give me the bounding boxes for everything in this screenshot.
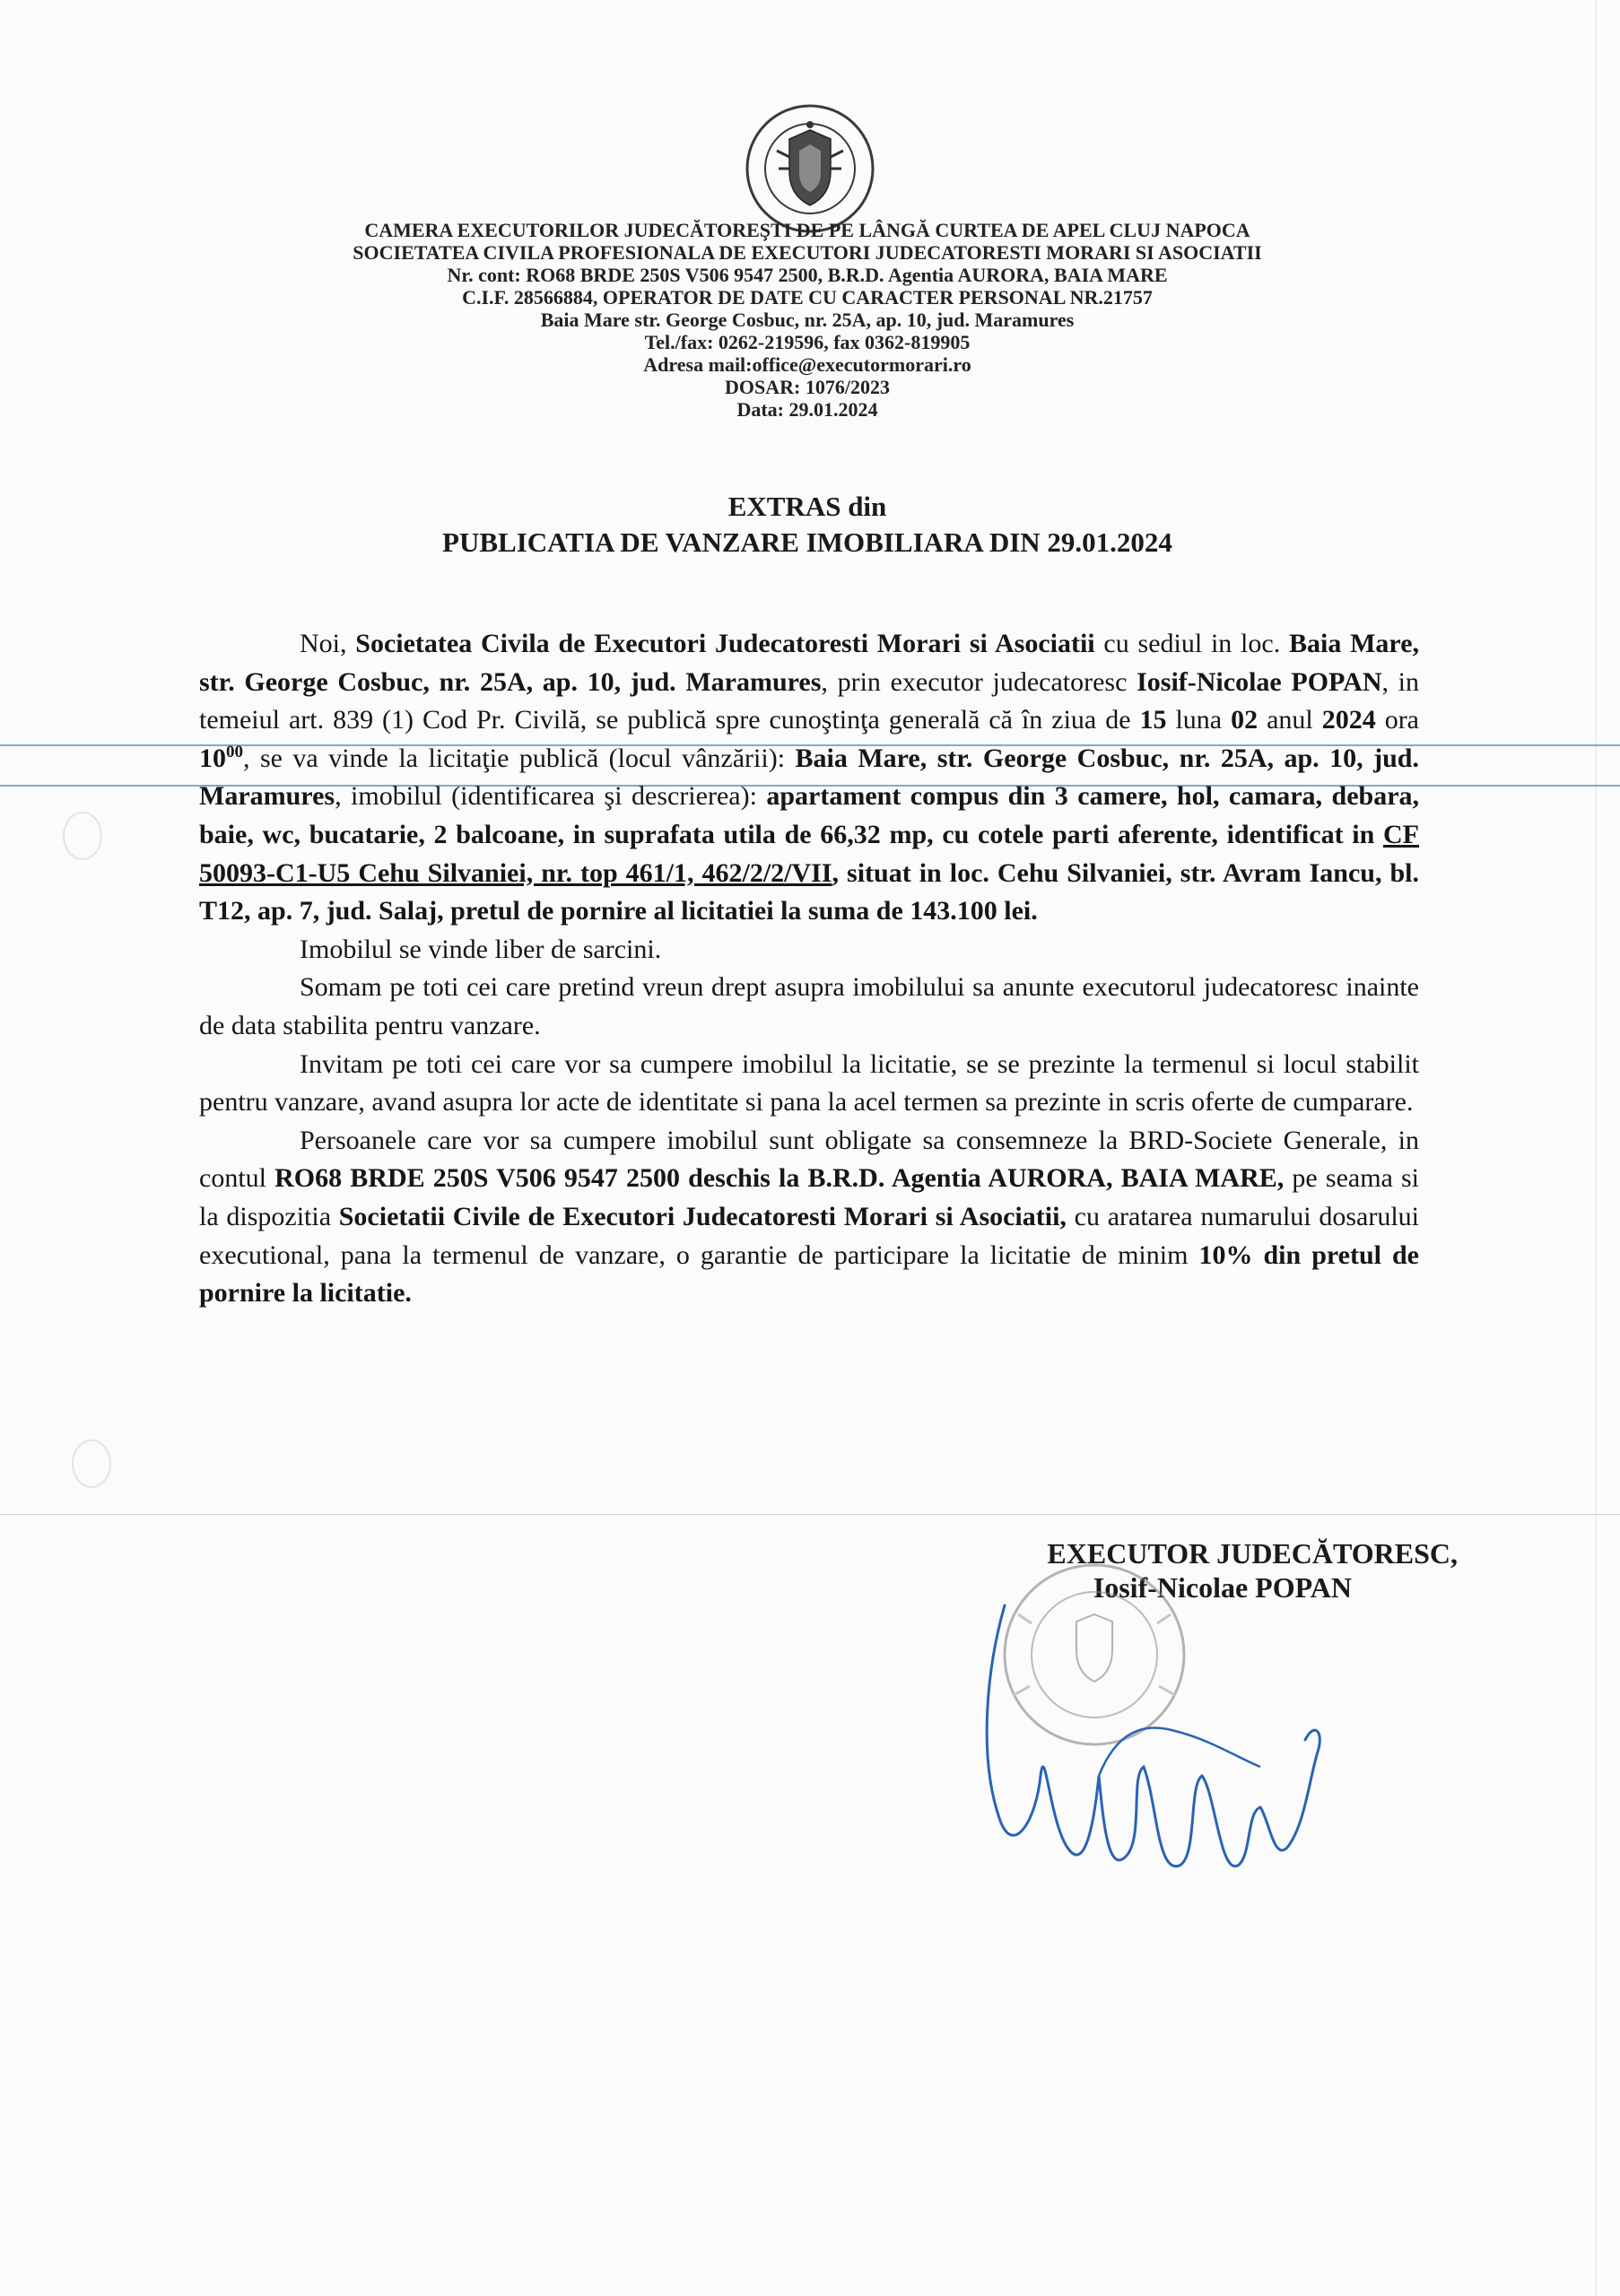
sale-month: 02 [1231,705,1259,735]
header-line-cif: C.I.F. 28566884, OPERATOR DE DATE CU CARACTER PERSONAL NR.21757 [462,286,1153,309]
text-run: luna [1166,705,1232,735]
header-line-phone: Tel./fax: 0262-219596, fax 0362-819905 [644,331,971,353]
text-run: cu aratarea numarului dosarului executional, pana la termenul de vanzare, o garantie de participare la licitatie de minim [199,1201,1420,1270]
property-description: apartament compus din 3 camere, hol, camara, debara, baie, wc, bucatarie, 2 balcoane, in suprafata utila de 66,32 mp, cu cotele parti aferente, identificat in [199,781,1420,849]
header-line-address: Baia Mare str. George Cosbuc, nr. 25A, ap. 10, jud. Maramures [540,309,1075,331]
header-line-email: Adresa mail:office@executormorari.ro [643,353,971,376]
header-line-company: SOCIETATEA CIVILA PROFESIONALA DE EXECUTORI JUDECATORESTI MORARI SI ASOCIATII [353,241,1262,264]
punch-hole-mark [63,812,102,860]
romania-emblem-seal [743,101,877,236]
text-run: cu sediul in loc. [1094,629,1289,658]
sale-location: Baia Mare, str. George Cosbuc, nr. 25A, ap. 10, jud. Maramures [199,743,1419,812]
institution-header [269,219,1346,421]
document-title [269,489,1346,561]
paragraph-sale-announcement [199,625,1419,931]
executor-name: Iosif-Nicolae POPAN [1137,666,1382,697]
header-line-account: Nr. cont: RO68 BRDE 250S V506 9547 2500, B.R.D. Agentia AURORA, BAIA MARE [447,264,1168,286]
paragraph-guarantee [199,1122,1419,1313]
header-line-date: Data: 29.01.2024 [736,398,878,421]
handwritten-signature [987,1605,1320,1866]
text-run: anul [1258,705,1322,735]
land-registry-reference: CF 50093-C1-U5 Cehu Silvaniei, nr. top 461/1, 462/2/2/VII [199,819,1419,888]
text-run: , prin executor judecatoresc [821,666,1137,697]
round-stamp [1005,1565,1184,1744]
sale-year: 2024 [1321,705,1376,735]
text-run: Noi, [300,629,356,658]
text-run: ora [1375,705,1420,735]
paragraph-summons: Somam pe toti cei care pretind vreun drept asupra imobilului sa anunte executorul judecatoresc inainte de data stabilita pentru vanzare. [199,972,1419,1040]
sale-day: 15 [1139,705,1167,735]
guarantee-percentage: 10% din pretul de pornire la licitatie. [199,1239,1419,1309]
sale-hour [199,744,243,773]
paragraph-invitation: Invitam pe toti cei care vor sa cumpere imobilul la licitatie, se se prezinte la termenul si locul stabilit pentru vanzare, avand asupra lor acte de identitate si pana la acel termen sa prezinte in scris oferte de cumparare. [199,1048,1419,1118]
company-name: Societatea Civila de Executori Judecatoresti Morari si Asociatii [355,629,1095,658]
header-line-case-number: DOSAR: 1076/2023 [725,376,890,398]
signatory-role: EXECUTOR JUDECĂTORESC, [1047,1537,1458,1570]
punch-hole-mark [72,1439,111,1488]
header-line-chamber: CAMERA EXECUTORILOR JUDECĂTOREŞTI DE PE LÂNGĂ CURTEA DE APEL CLUJ NAPOCA [364,219,1250,241]
text-run: pe seama si la dispozitia [199,1163,1420,1231]
scan-line [0,1514,1620,1515]
text-run: , in temeiul art. 839 (1) Cod Pr. Civilă, se publică spre cunoştinţa generală că în ziua de [199,666,1419,735]
title-line-2: PUBLICATIA DE VANZARE IMOBILIARA DIN 29.01.2024 [442,526,1172,558]
signatory-name: Iosif-Nicolae POPAN [1093,1571,1352,1604]
text-run: Persoanele care vor sa cumpere imobilul sunt obligate sa consemneze la BRD-Societe Generale, in contul [199,1125,1419,1194]
title-line-1: EXTRAS din [727,491,887,522]
scan-edge [1595,0,1597,2296]
document-body [199,625,1419,1313]
bank-account: RO68 BRDE 250S V506 9547 2500 deschis la B.R.D. Agentia AURORA, BAIA MARE, [274,1163,1285,1194]
sale-hour-value: 10 [199,743,226,773]
company-address: Baia Mare, str. George Cosbuc, nr. 25A, ap. 10, jud. Maramures [199,629,1420,697]
text-run: , imobilul (identificarea şi descrierea): [335,781,767,812]
paragraph-no-encumbrances: Imobilul se vinde liber de sarcini. [300,934,662,964]
property-location-and-price: , situat in loc. Cehu Silvaniei, str. Avram Iancu, bl. T12, ap. 7, jud. Salaj, pretul de pornire al licitatiei la suma de 143.100 lei. [199,857,1419,926]
text-run: , se va vinde la licitaţie publică (locul vânzării): [243,743,796,773]
sale-minutes: 00 [226,742,243,761]
official-stamp-and-signature [951,1552,1337,1928]
company-name-genitive: Societatii Civile de Executori Judecatoresti Morari si Asociatii, [338,1201,1067,1231]
